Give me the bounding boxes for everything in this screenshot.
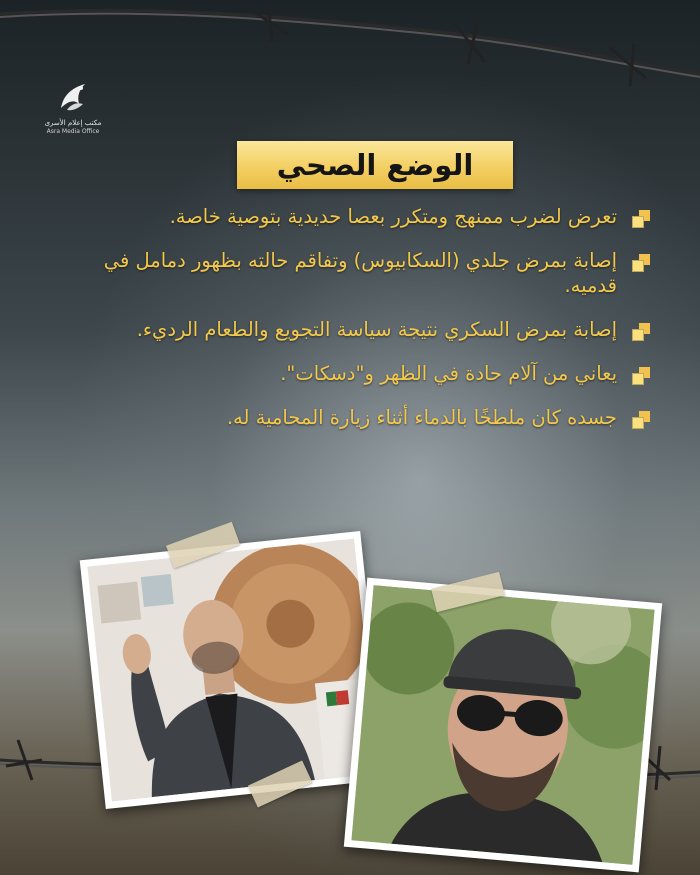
logo-name-ar: مكتب إعلام الأسرى bbox=[44, 119, 102, 127]
gold-squares-icon bbox=[634, 411, 650, 427]
list-item-text: جسده كان ملطخًا بالدماء أثناء زيارة المحامية له. bbox=[226, 406, 617, 429]
list-item bbox=[70, 405, 652, 430]
list-item bbox=[70, 317, 652, 342]
barbed-wire-top bbox=[0, 0, 700, 110]
list-item bbox=[70, 248, 652, 298]
dove-logo-icon bbox=[53, 78, 93, 118]
photo-portrait-sunglasses bbox=[344, 578, 662, 873]
page-title: الوضع الصحي bbox=[276, 148, 474, 182]
list-item-text: إصابة بمرض جلدي (السكابيوس) وتفاقم حالته بظهور دمامل في قدميه. bbox=[103, 249, 617, 297]
title-banner bbox=[237, 141, 513, 189]
portrait-sunglasses-illustration bbox=[351, 585, 654, 865]
list-item bbox=[70, 361, 652, 386]
portrait-suit-illustration bbox=[87, 539, 378, 802]
gold-squares-icon bbox=[634, 254, 650, 270]
gold-squares-icon bbox=[634, 323, 650, 339]
list-item-text: إصابة بمرض السكري نتيجة سياسة التجويع والطعام الرديء. bbox=[136, 318, 617, 341]
list-item bbox=[70, 204, 652, 229]
photo-portrait-suit bbox=[80, 531, 387, 809]
health-status-list bbox=[70, 204, 652, 449]
list-item-text: تعرض لضرب ممنهج ومتكرر بعصا حديدية بتوصية خاصة. bbox=[169, 205, 617, 228]
office-logo bbox=[44, 78, 102, 136]
logo-name-en: Asra Media Office bbox=[46, 128, 100, 135]
gold-squares-icon bbox=[634, 367, 650, 383]
list-item-text: يعاني من آلام حادة في الظهر و"دسكات". bbox=[280, 362, 617, 385]
gold-squares-icon bbox=[634, 210, 650, 226]
